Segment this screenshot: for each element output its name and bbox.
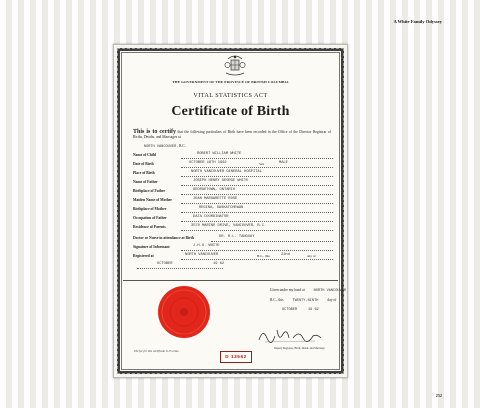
field-value: DATA COORDINATOR xyxy=(193,215,229,219)
field-value: NORTH VANCOUVER xyxy=(185,253,219,257)
page-number: 252 xyxy=(435,393,442,398)
field-value: DR. R.L. TANGUAY xyxy=(219,235,255,239)
government-heading: THE GOVERNMENT OF THE PROVINCE OF BRITISH COLUMBIA xyxy=(172,80,289,84)
field-label: Residence of Parents xyxy=(133,225,166,229)
given-line-2: B.C., this TWENTY-NINTH day of xyxy=(270,298,337,303)
field-value: JOSEPH HENRY GEORGE WHITE xyxy=(193,179,249,183)
field-label: Name of Child xyxy=(133,153,156,157)
field-value: GEORGETOWN, ONTARIO xyxy=(193,188,236,192)
field-label: day of xyxy=(307,254,316,258)
registrar-signature-icon xyxy=(255,326,327,346)
field-label: Maiden Name of Mother xyxy=(133,198,173,202)
field-row-residence xyxy=(133,224,333,231)
field-row-registered xyxy=(133,253,333,260)
intro-place: NORTH VANCOUVER xyxy=(143,145,177,149)
field-label: Birthplace of Father xyxy=(133,189,166,193)
field-row-pob xyxy=(133,170,333,177)
field-row-informant xyxy=(133,244,333,251)
field-label: B.C., this xyxy=(257,254,270,258)
field-row-mother-birthplace xyxy=(133,206,333,213)
certificate-number: D 13562 xyxy=(220,351,252,363)
field-label: Registered at xyxy=(133,254,154,258)
header-title: A White Family Odyssey xyxy=(393,19,442,24)
intro-suffix: , B.C. xyxy=(177,144,186,148)
given-line-1: Given under my hand at NORTH VANCOUVER xyxy=(270,288,346,293)
field-label: Birthplace of Mother xyxy=(133,207,167,211)
certificate-title: Certificate of Birth xyxy=(171,104,290,119)
fee-note: The fee for this certificate is 25 cents. xyxy=(134,349,180,353)
field-label: Doctor or Nurse in attendance at Birth xyxy=(133,236,194,240)
field-label: Name of Father xyxy=(133,180,158,184)
field-value: OCTOBER 18TH 1962 xyxy=(189,161,227,165)
act-heading: VITAL STATISTICS ACT xyxy=(193,92,268,99)
intro-lead: This is to certify xyxy=(133,129,177,135)
field-value: 3570 MARINE DRIVE, VANCOUVER, B.C. xyxy=(191,224,267,228)
field-value: OCTOBER xyxy=(157,262,173,266)
field-label: Sex xyxy=(259,162,265,166)
birth-certificate xyxy=(113,44,348,378)
intro-place-line xyxy=(133,144,331,149)
field-label: Signature of Informant xyxy=(133,245,170,249)
field-row-father xyxy=(133,179,333,186)
field-label: Occupation of Father xyxy=(133,216,167,220)
intro-text: that the following particulars of Birth have been recorded in the Office of the Director Registrar of Births, Deaths, and Marriages at xyxy=(133,130,331,140)
certificate-frame xyxy=(117,48,344,374)
field-row-doctor xyxy=(133,235,333,242)
intro-paragraph xyxy=(133,129,331,140)
field-label: Date of Birth xyxy=(133,162,154,166)
field-value: 19 62 xyxy=(213,262,225,266)
field-value: REGINA, SASKATCHEWAN xyxy=(199,206,244,210)
field-value: NORTH VANCOUVER GENERAL HOSPITAL xyxy=(191,170,262,174)
field-value: JEAN MARGARETTE ROSE xyxy=(193,197,238,201)
red-seal-icon xyxy=(150,281,218,343)
field-row-name xyxy=(133,152,333,159)
coat-of-arms-icon xyxy=(224,53,246,77)
field-row-occupation xyxy=(133,215,333,222)
field-value: MALE xyxy=(279,161,288,165)
given-line-3: OCTOBER 19 62 xyxy=(282,308,319,312)
field-row-registered-date xyxy=(133,262,333,269)
registrar-caption: Deputy Registrar, Birth, Death, and Marriage xyxy=(274,347,325,350)
field-value: 22nd xyxy=(281,253,290,257)
field-row-dob xyxy=(133,161,333,168)
field-value: ROBERT WILLIAM WHITE xyxy=(197,152,242,156)
field-value: J.H.G. WHITE xyxy=(193,244,220,248)
field-row-mother xyxy=(133,197,333,204)
field-row-father-birthplace xyxy=(133,188,333,195)
field-label: Place of Birth xyxy=(133,171,155,175)
